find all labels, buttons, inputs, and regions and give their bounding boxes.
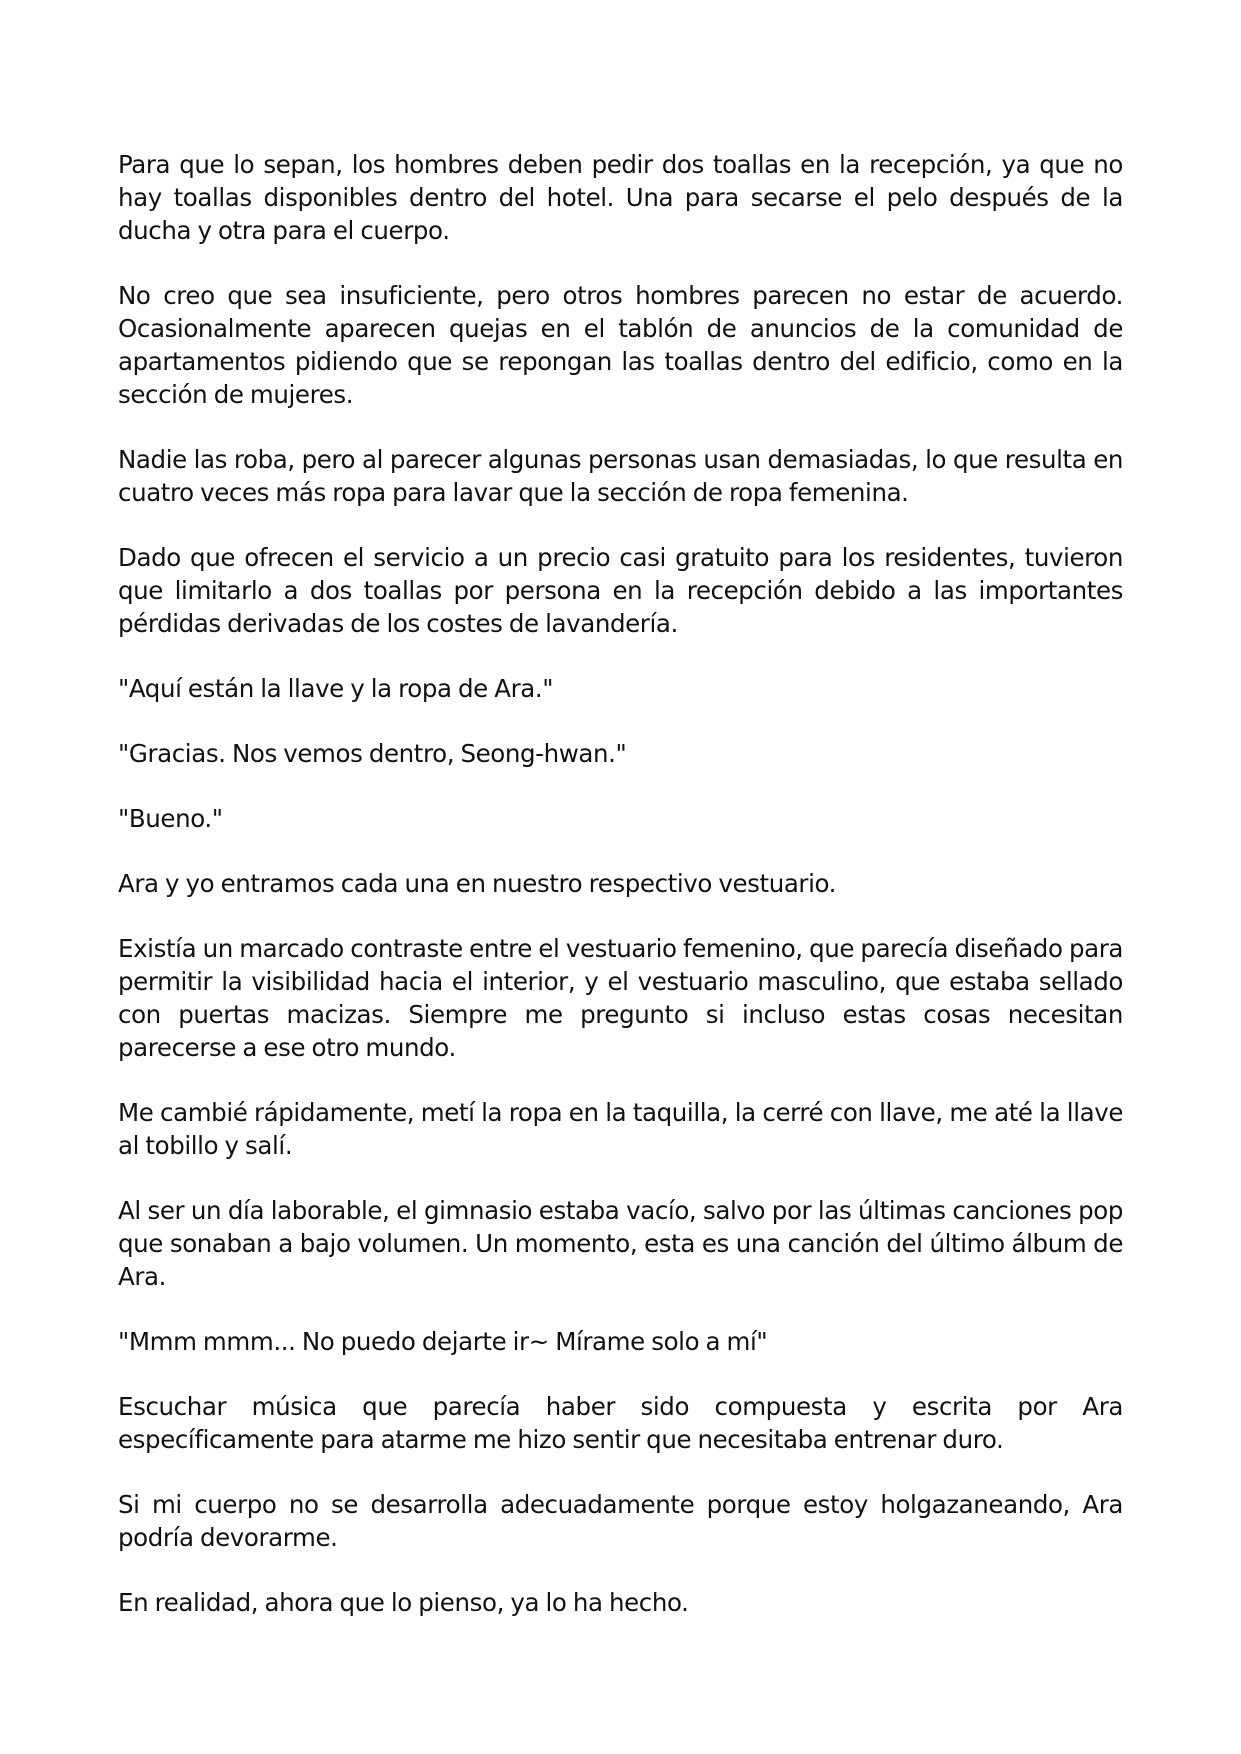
dialogue-line: "Mmm mmm... No puedo dejarte ir~ Mírame solo a mí" [118,1327,768,1356]
paragraph: En realidad, ahora que lo pienso, ya lo ha hecho. [118,1588,689,1617]
paragraph: Escuchar música que parecía haber sido compuesta y escrita por Ara específicamente para atarme me hizo sentir que necesitaba entrenar duro. [118,1392,1123,1454]
paragraph: No creo que sea insuficiente, pero otros hombres parecen no estar de acuerdo. Ocasionalmente aparecen quejas en el tablón de anuncios de la comunidad de apartamentos pidiendo que se repongan las toallas dentro del edificio, como en la sección de mujeres. [118,281,1123,409]
paragraph: Me cambié rápidamente, metí la ropa en la taquilla, la cerré con llave, me até la llave al tobillo y salí. [118,1098,1123,1160]
paragraph: Nadie las roba, pero al parecer algunas personas usan demasiadas, lo que resulta en cuatro veces más ropa para lavar que la sección de ropa femenina. [118,445,1123,507]
dialogue-line: "Gracias. Nos vemos dentro, Seong-hwan." [118,739,627,768]
paragraph: Existía un marcado contraste entre el vestuario femenino, que parecía diseñado para permitir la visibilidad hacia el interior, y el vestuario masculino, que estaba sellado con puertas macizas. Siempre me pregunto si incluso estas cosas necesitan parecerse a ese otro mundo. [118,934,1123,1062]
paragraph: Si mi cuerpo no se desarrolla adecuadamente porque estoy holgazaneando, Ara podría devorarme. [118,1490,1123,1552]
dialogue-line: "Bueno." [118,804,223,833]
paragraph: Dado que ofrecen el servicio a un precio casi gratuito para los residentes, tuvieron que limitarlo a dos toallas por persona en la recepción debido a las importantes pérdidas derivadas de los costes de lavandería. [118,543,1123,638]
document-page [118,148,1123,1651]
dialogue-line: "Aquí están la llave y la ropa de Ara." [118,674,554,703]
paragraph: Al ser un día laborable, el gimnasio estaba vacío, salvo por las últimas canciones pop que sonaban a bajo volumen. Un momento, esta es una canción del último álbum de Ara. [118,1196,1123,1291]
paragraph: Para que lo sepan, los hombres deben pedir dos toallas en la recepción, ya que no hay toallas disponibles dentro del hotel. Una para secarse el pelo después de la ducha y otra para el cuerpo. [118,150,1123,245]
paragraph: Ara y yo entramos cada una en nuestro respectivo vestuario. [118,869,837,898]
